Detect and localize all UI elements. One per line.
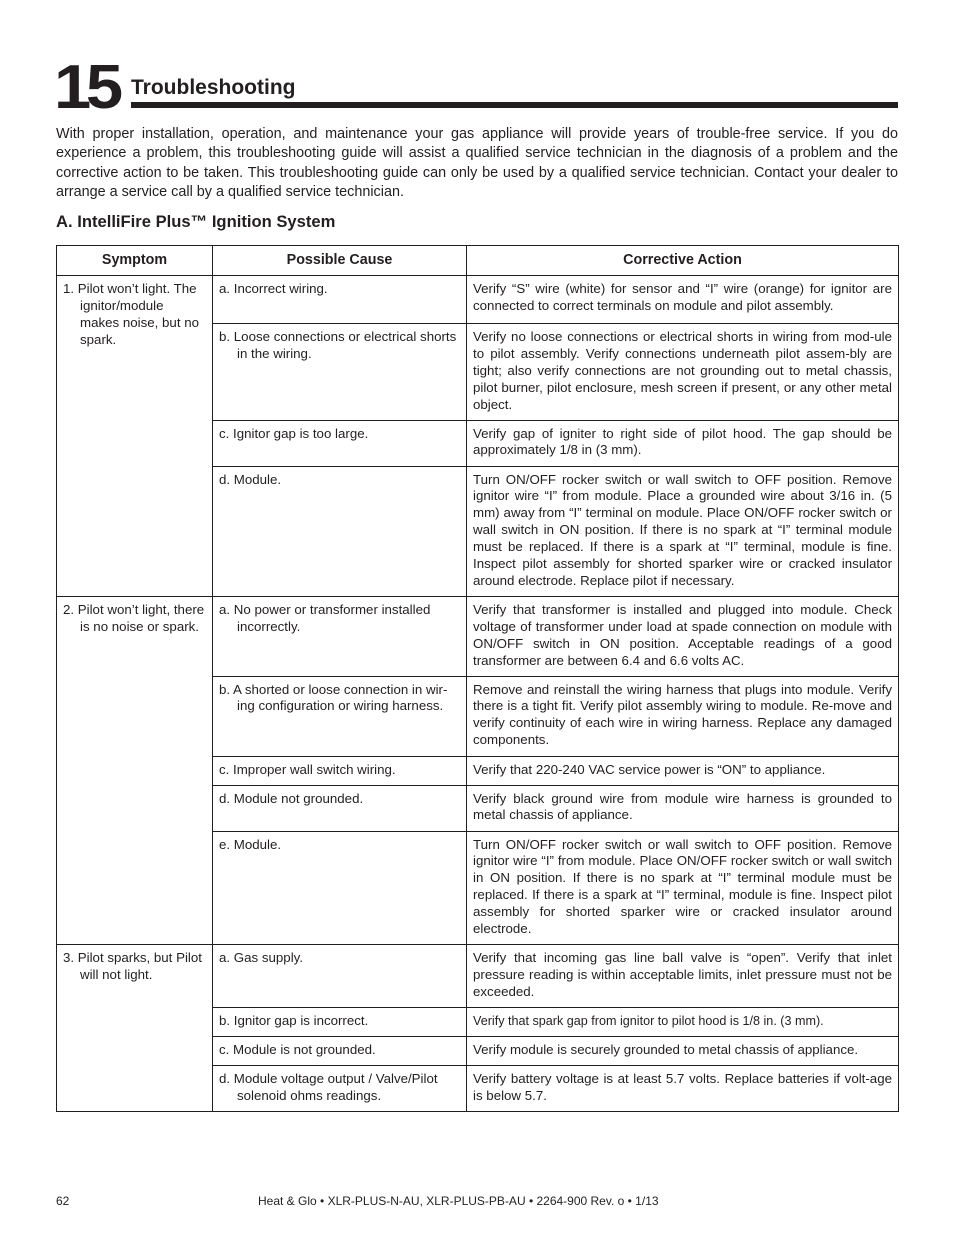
cause-cell: b. A shorted or loose connection in wir-ing configuration or wiring harness. xyxy=(213,676,467,756)
cause-cell: b. Ignitor gap is incorrect. xyxy=(213,1007,467,1036)
title-rule xyxy=(131,102,898,108)
chapter-number: 15 xyxy=(54,53,118,122)
action-cell: Verify black ground wire from module wire harness is grounded to metal chassis of appliance. xyxy=(467,785,899,831)
symptom-cell xyxy=(57,276,213,597)
action-cell: Verify no loose connections or electrical shorts in wiring from mod-ule to pilot assembly. Verify connections underneath pilot assem-bly are tight; also verify connections are not grounding out to metal chassis, pilot burner, pilot enclosure, mesh screen if present, or any other metal object. xyxy=(467,324,899,421)
action-cell: Verify module is securely grounded to metal chassis of appliance. xyxy=(467,1036,899,1065)
footer-doc-info: Heat & Glo • XLR-PLUS-N-AU, XLR-PLUS-PB-AU • 2264-900 Rev. o • 1/13 xyxy=(258,1194,659,1208)
header-possible-cause: Possible Cause xyxy=(213,246,467,276)
cause-cell: b. Loose connections or electrical shorts in the wiring. xyxy=(213,324,467,421)
cause-cell: d. Module voltage output / Valve/Pilot solenoid ohms readings. xyxy=(213,1065,467,1111)
table-row xyxy=(57,944,899,1007)
symptom-cell xyxy=(57,944,213,1111)
page-number: 62 xyxy=(56,1194,70,1208)
cause-cell: c. Improper wall switch wiring. xyxy=(213,756,467,785)
action-cell: Verify “S” wire (white) for sensor and “I” wire (orange) for ignitor are connected to correct terminals on module and pilot assembly. xyxy=(467,276,899,324)
cause-cell: d. Module. xyxy=(213,466,467,596)
cause-cell: a. Incorrect wiring. xyxy=(213,276,467,324)
action-cell: Remove and reinstall the wiring harness that plugs into module. Verify there is a tight fit. Verify pilot assembly wiring to module. Re-move and verify continuity of each wire in wiring harness. Replace any damaged components. xyxy=(467,676,899,756)
action-cell: Verify battery voltage is at least 5.7 volts. Replace batteries if volt-age is below 5.7. xyxy=(467,1065,899,1111)
symptom-text: 1. Pilot won’t light. The ignitor/module makes noise, but no spark. xyxy=(63,281,200,347)
chapter-title: Troubleshooting xyxy=(131,76,296,99)
intro-paragraph: With proper installation, operation, and maintenance your gas appliance will provide years of trouble-free service. If you do experience a problem, this troubleshooting guide will assist a qualified service technician in the diagnosis of a problem and the corrective action to be taken. This troubleshooting guide can only be used by a qualified service technician. Contact your dealer to arrange a service call by a qualified service technician. xyxy=(56,126,898,200)
header-corrective-action: Corrective Action xyxy=(467,246,899,276)
table-row xyxy=(57,276,899,324)
action-cell: Verify that transformer is installed and plugged into module. Check voltage of transformer under load at spade connection on module with ON/OFF switch in ON position. Acceptable readings of a good transformer are between 6.4 and 6.6 volts AC. xyxy=(467,596,899,676)
troubleshooting-table xyxy=(56,245,899,1112)
cause-cell: c. Module is not grounded. xyxy=(213,1036,467,1065)
symptom-cell xyxy=(57,596,213,944)
table-row xyxy=(57,596,899,676)
cause-cell: a. No power or transformer installed incorrectly. xyxy=(213,596,467,676)
symptom-text: 2. Pilot won’t light, there is no noise or spark. xyxy=(63,601,205,634)
action-cell: Turn ON/OFF rocker switch or wall switch to OFF position. Remove ignitor wire “I” from module. Place ON/OFF rocker switch or wall switch in ON position. If there is no spark at “I” terminal module must be replaced. If there is a spark at “I” terminal, module is fine. Inspect pilot assembly for shorted sparker wire or cracked insulator around electrode. xyxy=(467,831,899,944)
symptom-text: 3. Pilot sparks, but Pilot will not light. xyxy=(63,949,202,982)
table-header-row xyxy=(57,246,899,276)
cause-cell: d. Module not grounded. xyxy=(213,785,467,831)
cause-cell: e. Module. xyxy=(213,831,467,944)
cause-cell: a. Gas supply. xyxy=(213,944,467,1007)
cause-cell: c. Ignitor gap is too large. xyxy=(213,420,467,466)
header-symptom: Symptom xyxy=(57,246,213,276)
section-title: A. IntelliFire Plus™ Ignition System xyxy=(56,212,336,231)
action-cell: Verify that 220-240 VAC service power is “ON” to appliance. xyxy=(467,756,899,785)
action-cell: Verify gap of igniter to right side of pilot hood. The gap should be approximately 1/8 in (3 mm). xyxy=(467,420,899,466)
action-cell: Turn ON/OFF rocker switch or wall switch to OFF position. Remove ignitor wire “I” from module. Place a grounded wire about 3/16 in. (5 mm) away from “I” terminal on module. Place ON/OFF rocker switch or wall switch in ON position. If there is no spark at “I” terminal module must be replaced. If there is a spark at “I” terminal, module is fine. Inspect pilot assembly for shorted sparker wire or cracked insulator around electrode. Replace pilot if necessary. xyxy=(467,466,899,596)
action-cell: Verify that spark gap from ignitor to pilot hood is 1/8 in. (3 mm). xyxy=(467,1007,899,1036)
action-cell: Verify that incoming gas line ball valve is “open”. Verify that inlet pressure reading is within acceptable limits, inlet pressure must not be exceeded. xyxy=(467,944,899,1007)
